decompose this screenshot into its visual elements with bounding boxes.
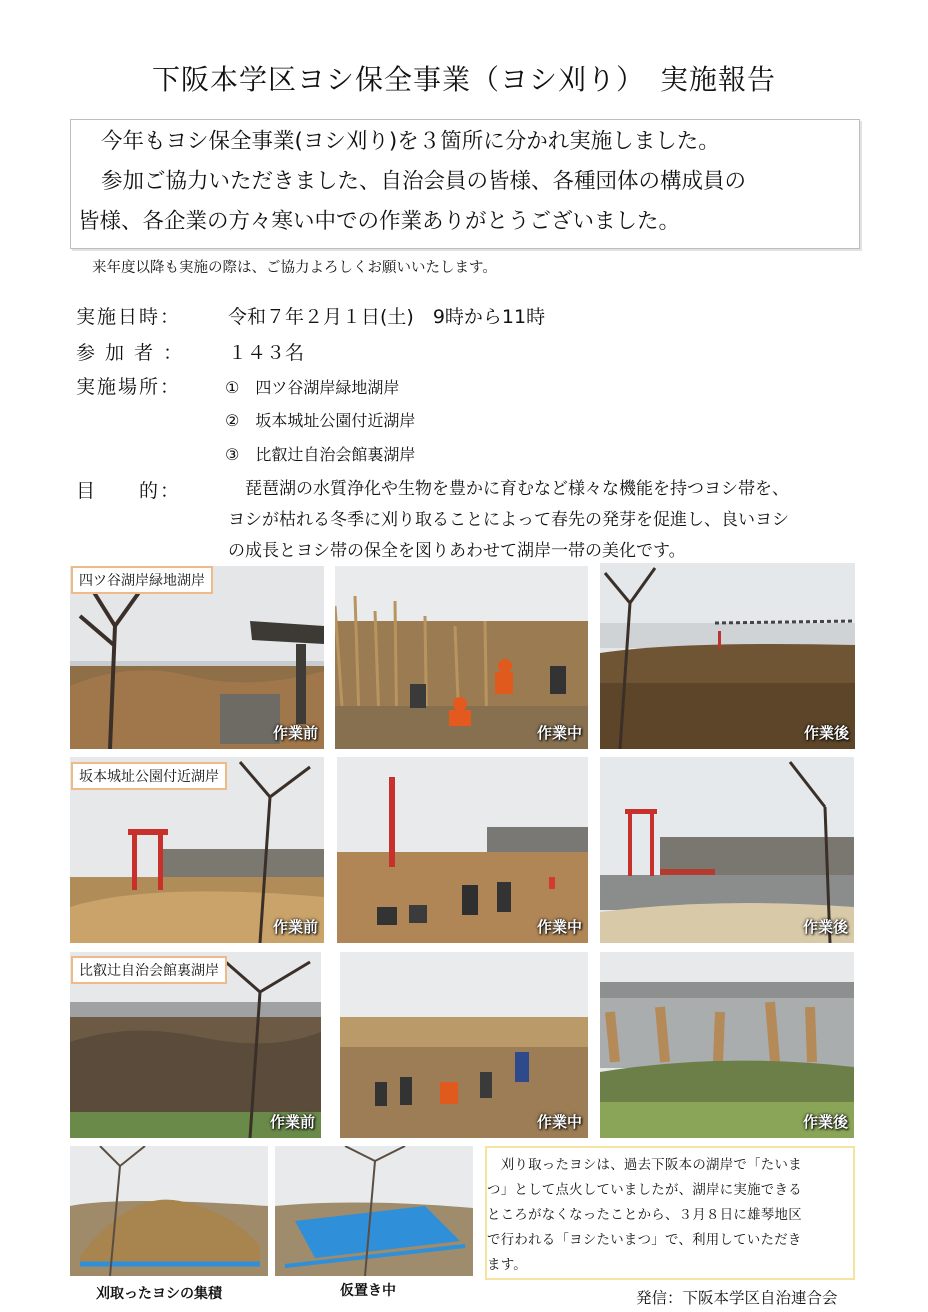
site3-before-tag: 作業前 xyxy=(269,1113,315,1131)
box-line-5: ます。 xyxy=(487,1258,527,1273)
site3-during-photo xyxy=(340,952,588,1138)
intro-line-1: 今年もヨシ保全事業(ヨシ刈り)を３箇所に分かれ実施しました。 xyxy=(101,129,720,154)
site1-before-tag: 作業前 xyxy=(272,724,318,742)
site2-during-tag: 作業中 xyxy=(536,918,582,936)
purpose-line-2: ヨシが枯れる冬季に刈り取ることによって春先の発芽を促進し、良いヨシ xyxy=(228,510,789,530)
purpose-line-3: の成長とヨシ帯の保全を図りあわせて湖岸一帯の美化です。 xyxy=(228,541,686,561)
places-label: 実施場所： xyxy=(76,376,182,398)
site1-label: 四ツ谷湖岸緑地湖岸 xyxy=(71,566,213,594)
page-title: 下阪本学区ヨシ保全事業（ヨシ刈り） 実施報告 xyxy=(151,63,776,96)
reed-reuse-note xyxy=(485,1146,855,1280)
date-label: 実施日時： xyxy=(76,306,182,328)
site2-after-tag: 作業後 xyxy=(802,918,848,936)
site3-after-tag: 作業後 xyxy=(802,1113,848,1131)
pile-caption: 刈取ったヨシの集積 xyxy=(96,1286,222,1302)
place-item-1: ① 四ツ谷湖岸緑地湖岸 xyxy=(225,378,400,397)
place-item-3: ③ 比叡辻自治会館裏湖岸 xyxy=(225,445,416,464)
site3-after-photo xyxy=(600,952,854,1138)
site2-after-photo xyxy=(600,757,854,943)
pile-photo xyxy=(70,1146,268,1276)
site3-label: 比叡辻自治会館裏湖岸 xyxy=(71,956,227,984)
box-line-1: 刈り取ったヨシは、過去下阪本の湖岸で「たいま xyxy=(487,1158,802,1173)
intro-line-3: 皆様、各企業の方々寒い中での作業ありがとうございました。 xyxy=(78,209,681,234)
participants-value: １４３名 xyxy=(228,342,305,364)
site2-label: 坂本城址公園付近湖岸 xyxy=(71,762,227,790)
intro-line-2: 参加ご協力いただきました、自治会員の皆様、各種団体の構成員の xyxy=(101,169,747,194)
box-line-4: で行われる「ヨシたいまつ」で、利用していただき xyxy=(487,1233,802,1248)
purpose-line-1: 琵琶湖の水質浄化や生物を豊かに育むなど様々な機能を持つヨシ帯を、 xyxy=(228,479,789,499)
temp-storage-caption: 仮置き中 xyxy=(340,1283,396,1299)
site1-during-photo xyxy=(335,566,588,749)
site1-after-tag: 作業後 xyxy=(803,724,849,742)
box-line-3: ところがなくなったことから、３月８日に雄琴地区 xyxy=(487,1208,802,1223)
participants-label: 参 加 者 ： xyxy=(76,342,185,364)
box-line-2: つ」として点火していましたが、湖岸に実施できる xyxy=(487,1183,802,1198)
site2-before-tag: 作業前 xyxy=(272,918,318,936)
intro-box xyxy=(70,119,860,249)
temp-storage-photo xyxy=(275,1146,473,1276)
date-value: 令和７年２月１日(土) 9時から11時 xyxy=(228,306,546,328)
site1-during-tag: 作業中 xyxy=(536,724,582,742)
place-item-2: ② 坂本城址公園付近湖岸 xyxy=(225,411,416,430)
footer-sender: 発信：下阪本学区自治連合会 xyxy=(636,1289,838,1307)
site1-after-photo xyxy=(600,563,855,749)
site2-during-photo xyxy=(337,757,588,943)
site3-during-tag: 作業中 xyxy=(536,1113,582,1131)
purpose-label: 目 的： xyxy=(76,480,182,502)
note-text: 来年度以降も実施の際は、ご協力よろしくお願いいたします。 xyxy=(92,260,497,276)
